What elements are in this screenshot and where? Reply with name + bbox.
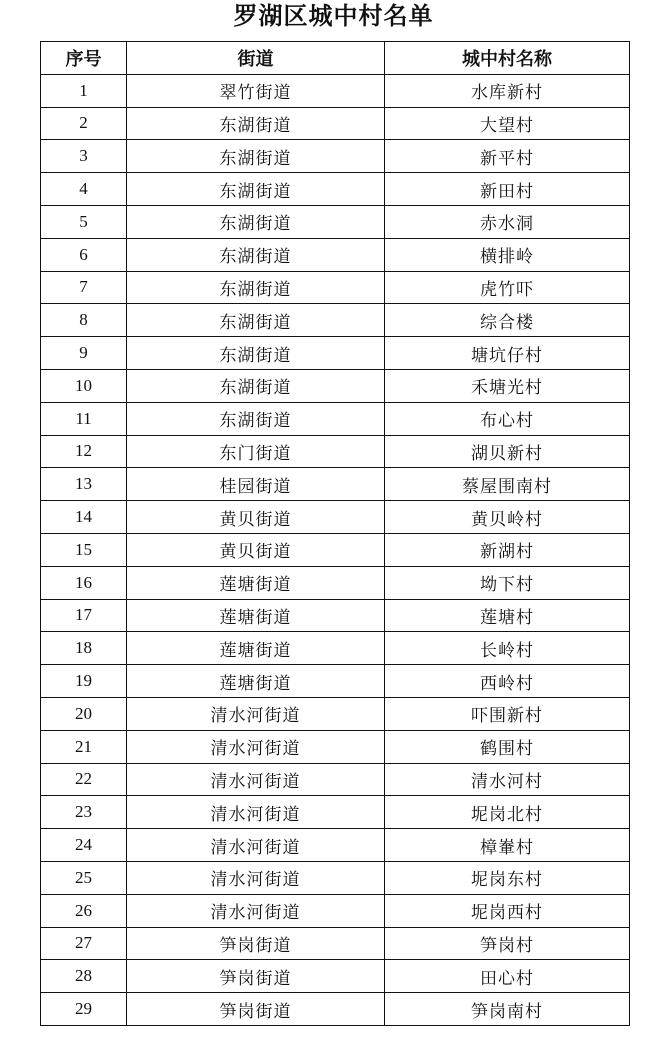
header-index: 序号	[41, 42, 127, 75]
row-street: 清水河街道	[127, 697, 385, 730]
row-village-name: 蔡屋围南村	[385, 468, 630, 501]
row-index: 14	[41, 501, 127, 534]
row-street: 莲塘街道	[127, 566, 385, 599]
row-village-name: 湖贝新村	[385, 435, 630, 468]
row-index: 4	[41, 173, 127, 206]
row-street: 黄贝街道	[127, 533, 385, 566]
row-village-name: 坳下村	[385, 566, 630, 599]
row-index: 17	[41, 599, 127, 632]
row-index: 12	[41, 435, 127, 468]
row-village-name: 坭岗东村	[385, 861, 630, 894]
row-village-name: 新平村	[385, 140, 630, 173]
row-index: 5	[41, 205, 127, 238]
row-street: 黄贝街道	[127, 501, 385, 534]
row-village-name: 樟輋村	[385, 829, 630, 862]
table-row	[41, 960, 630, 993]
table-row	[41, 730, 630, 763]
row-street: 莲塘街道	[127, 665, 385, 698]
row-village-name: 笋岗村	[385, 927, 630, 960]
table-row	[41, 205, 630, 238]
row-village-name: 长岭村	[385, 632, 630, 665]
table-row	[41, 402, 630, 435]
table-row	[41, 566, 630, 599]
table-row	[41, 468, 630, 501]
row-street: 清水河街道	[127, 763, 385, 796]
row-street: 东湖街道	[127, 205, 385, 238]
row-village-name: 新湖村	[385, 533, 630, 566]
row-village-name: 水库新村	[385, 74, 630, 107]
row-street: 清水河街道	[127, 829, 385, 862]
row-street: 东湖街道	[127, 238, 385, 271]
row-index: 10	[41, 369, 127, 402]
row-index: 16	[41, 566, 127, 599]
row-street: 莲塘街道	[127, 599, 385, 632]
table-row	[41, 107, 630, 140]
row-index: 20	[41, 697, 127, 730]
row-street: 东湖街道	[127, 107, 385, 140]
table-row	[41, 173, 630, 206]
row-index: 11	[41, 402, 127, 435]
table-row	[41, 632, 630, 665]
row-street: 桂园街道	[127, 468, 385, 501]
row-street: 笋岗街道	[127, 960, 385, 993]
row-index: 6	[41, 238, 127, 271]
table-row	[41, 501, 630, 534]
table-row	[41, 763, 630, 796]
row-index: 15	[41, 533, 127, 566]
table-row	[41, 435, 630, 468]
row-village-name: 布心村	[385, 402, 630, 435]
row-street: 东湖街道	[127, 402, 385, 435]
row-village-name: 黄贝岭村	[385, 501, 630, 534]
table-row	[41, 665, 630, 698]
header-village-name: 城中村名称	[385, 42, 630, 75]
row-index: 8	[41, 304, 127, 337]
row-street: 东湖街道	[127, 337, 385, 370]
table-row	[41, 238, 630, 271]
table-row	[41, 304, 630, 337]
row-village-name: 清水河村	[385, 763, 630, 796]
row-village-name: 大望村	[385, 107, 630, 140]
row-index: 2	[41, 107, 127, 140]
table-body	[41, 74, 630, 1025]
table-row	[41, 993, 630, 1026]
row-index: 25	[41, 861, 127, 894]
row-index: 29	[41, 993, 127, 1026]
row-index: 19	[41, 665, 127, 698]
row-village-name: 新田村	[385, 173, 630, 206]
row-index: 22	[41, 763, 127, 796]
table-row	[41, 796, 630, 829]
row-index: 13	[41, 468, 127, 501]
row-index: 7	[41, 271, 127, 304]
row-index: 23	[41, 796, 127, 829]
row-index: 9	[41, 337, 127, 370]
row-street: 东门街道	[127, 435, 385, 468]
row-street: 笋岗街道	[127, 927, 385, 960]
table-row	[41, 697, 630, 730]
row-village-name: 坭岗西村	[385, 894, 630, 927]
table-header	[41, 42, 630, 75]
row-street: 东湖街道	[127, 140, 385, 173]
table-row	[41, 599, 630, 632]
row-village-name: 莲塘村	[385, 599, 630, 632]
row-village-name: 禾塘光村	[385, 369, 630, 402]
table-row	[41, 861, 630, 894]
page-title: 罗湖区城中村名单	[233, 1, 434, 30]
header-row	[41, 42, 630, 75]
table-row	[41, 140, 630, 173]
row-village-name: 综合楼	[385, 304, 630, 337]
row-street: 东湖街道	[127, 173, 385, 206]
row-street: 笋岗街道	[127, 993, 385, 1026]
village-table	[40, 41, 630, 1026]
row-village-name: 笋岗南村	[385, 993, 630, 1026]
row-index: 26	[41, 894, 127, 927]
row-village-name: 横排岭	[385, 238, 630, 271]
row-village-name: 坭岗北村	[385, 796, 630, 829]
row-street: 清水河街道	[127, 796, 385, 829]
row-village-name: 赤水洞	[385, 205, 630, 238]
row-village-name: 西岭村	[385, 665, 630, 698]
row-village-name: 塘坑仔村	[385, 337, 630, 370]
row-street: 东湖街道	[127, 271, 385, 304]
row-index: 3	[41, 140, 127, 173]
table-row	[41, 927, 630, 960]
row-village-name: 鹤围村	[385, 730, 630, 763]
table-row	[41, 533, 630, 566]
row-street: 清水河街道	[127, 861, 385, 894]
row-street: 清水河街道	[127, 894, 385, 927]
table-row	[41, 337, 630, 370]
table-row	[41, 74, 630, 107]
table-row	[41, 271, 630, 304]
header-street: 街道	[127, 42, 385, 75]
row-index: 1	[41, 74, 127, 107]
row-index: 27	[41, 927, 127, 960]
row-street: 东湖街道	[127, 304, 385, 337]
row-village-name: 吓围新村	[385, 697, 630, 730]
row-village-name: 田心村	[385, 960, 630, 993]
row-village-name: 虎竹吓	[385, 271, 630, 304]
table-row	[41, 369, 630, 402]
table-row	[41, 894, 630, 927]
table-row	[41, 829, 630, 862]
row-index: 18	[41, 632, 127, 665]
row-street: 东湖街道	[127, 369, 385, 402]
row-street: 翠竹街道	[127, 74, 385, 107]
row-street: 莲塘街道	[127, 632, 385, 665]
row-index: 28	[41, 960, 127, 993]
row-street: 清水河街道	[127, 730, 385, 763]
row-index: 24	[41, 829, 127, 862]
row-index: 21	[41, 730, 127, 763]
